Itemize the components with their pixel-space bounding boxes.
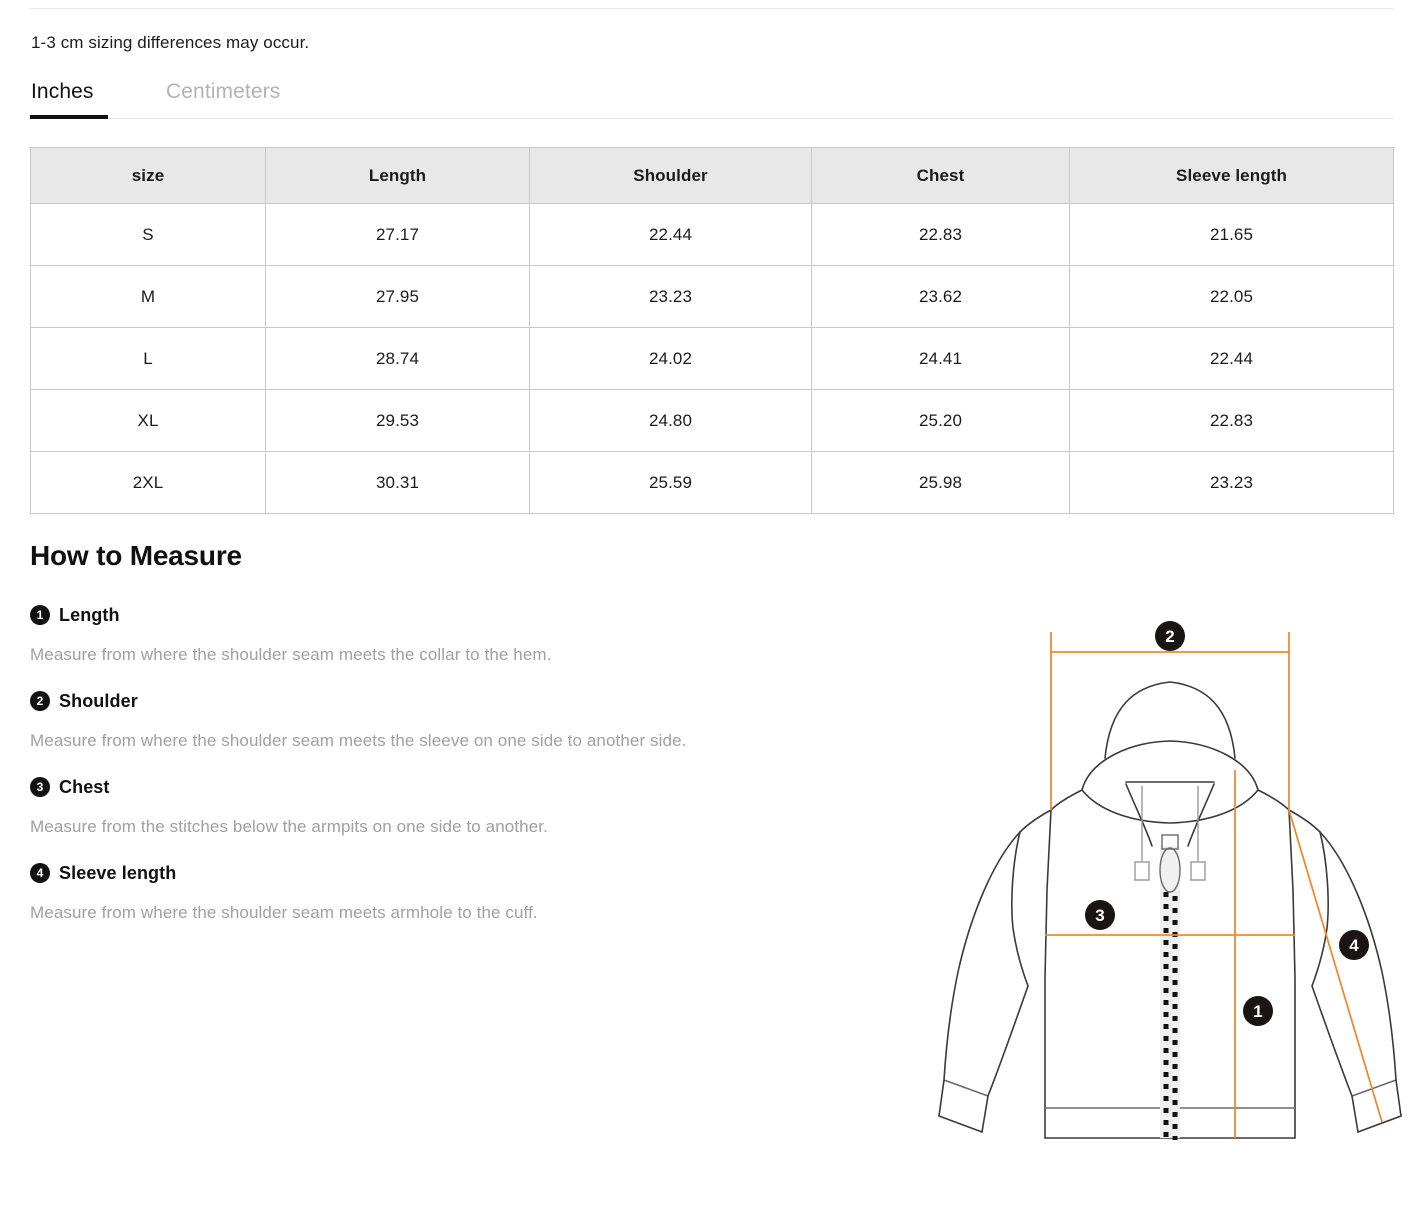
number-badge-icon: 3 xyxy=(30,777,50,797)
diagram-markers xyxy=(1085,621,1369,1026)
cell-length: 28.74 xyxy=(266,328,530,390)
cell-sleeve: 21.65 xyxy=(1070,204,1394,266)
sizing-note: 1-3 cm sizing differences may occur. xyxy=(31,33,310,52)
measure-item-length xyxy=(30,603,900,666)
marker-3-chest xyxy=(1085,900,1115,930)
table-row xyxy=(31,204,1394,266)
cell-sleeve: 22.05 xyxy=(1070,266,1394,328)
tab-centimeters[interactable]: Centimeters xyxy=(166,78,280,106)
table-row xyxy=(31,328,1394,390)
measure-heading xyxy=(30,603,900,627)
measure-description: Measure from the stitches below the armpits on one side to another. xyxy=(30,817,548,836)
how-to-measure-list xyxy=(30,603,900,947)
unit-tabs xyxy=(30,78,1393,120)
cell-length: 29.53 xyxy=(266,390,530,452)
measure-description: Measure from where the shoulder seam meets armhole to the cuff. xyxy=(30,903,538,922)
cell-chest: 22.83 xyxy=(812,204,1070,266)
cell-size: S xyxy=(31,204,266,266)
measure-heading xyxy=(30,689,900,713)
table-header-row xyxy=(31,148,1394,204)
measure-label: Length xyxy=(59,604,120,625)
cell-chest: 25.98 xyxy=(812,452,1070,514)
cell-shoulder: 23.23 xyxy=(530,266,812,328)
cell-shoulder: 22.44 xyxy=(530,204,812,266)
cell-size: M xyxy=(31,266,266,328)
measure-label: Shoulder xyxy=(59,690,138,711)
measure-description: Measure from where the shoulder seam meets the collar to the hem. xyxy=(30,645,552,664)
column-header-shoulder: Shoulder xyxy=(530,148,812,204)
marker-4-sleeve-length xyxy=(1339,930,1369,960)
svg-text:3: 3 xyxy=(1095,906,1105,925)
svg-text:1: 1 xyxy=(1253,1002,1263,1021)
cell-chest: 24.41 xyxy=(812,328,1070,390)
cell-length: 30.31 xyxy=(266,452,530,514)
active-tab-underline xyxy=(30,115,108,119)
how-to-measure-title: How to Measure xyxy=(30,540,242,571)
hoodie-measurement-diagram xyxy=(930,610,1410,1210)
cell-length: 27.17 xyxy=(266,204,530,266)
table-row xyxy=(31,266,1394,328)
top-divider xyxy=(30,8,1393,9)
measure-label: Sleeve length xyxy=(59,862,177,883)
number-badge-icon: 2 xyxy=(30,691,50,711)
cell-chest: 25.20 xyxy=(812,390,1070,452)
marker-1-length xyxy=(1243,996,1273,1026)
cell-size: L xyxy=(31,328,266,390)
cell-size: XL xyxy=(31,390,266,452)
cell-shoulder: 25.59 xyxy=(530,452,812,514)
cell-sleeve: 23.23 xyxy=(1070,452,1394,514)
cell-shoulder: 24.02 xyxy=(530,328,812,390)
cell-sleeve: 22.44 xyxy=(1070,328,1394,390)
measure-item-sleeve-length xyxy=(30,861,900,924)
marker-2-shoulder xyxy=(1155,621,1185,651)
cell-chest: 23.62 xyxy=(812,266,1070,328)
column-header-chest: Chest xyxy=(812,148,1070,204)
measure-heading xyxy=(30,775,900,799)
column-header-length: Length xyxy=(266,148,530,204)
cell-size: 2XL xyxy=(31,452,266,514)
measure-item-shoulder xyxy=(30,689,900,752)
guide-sleeve-length xyxy=(1289,810,1382,1122)
measure-item-chest xyxy=(30,775,900,838)
measure-description: Measure from where the shoulder seam meets the sleeve on one side to another side. xyxy=(30,731,687,750)
cell-shoulder: 24.80 xyxy=(530,390,812,452)
svg-text:4: 4 xyxy=(1349,936,1359,955)
tab-inches[interactable]: Inches xyxy=(31,78,93,106)
number-badge-icon: 1 xyxy=(30,605,50,625)
cell-length: 27.95 xyxy=(266,266,530,328)
table-row xyxy=(31,390,1394,452)
measure-label: Chest xyxy=(59,776,110,797)
column-header-sleeve-length: Sleeve length xyxy=(1070,148,1394,204)
cell-sleeve: 22.83 xyxy=(1070,390,1394,452)
number-badge-icon: 4 xyxy=(30,863,50,883)
tabs-baseline xyxy=(30,118,1393,119)
table-row xyxy=(31,452,1394,514)
column-header-size: size xyxy=(31,148,266,204)
hoodie-illustration-icon xyxy=(930,610,1410,1210)
svg-text:2: 2 xyxy=(1165,627,1175,646)
measure-heading xyxy=(30,861,900,885)
size-chart-table xyxy=(30,147,1394,514)
